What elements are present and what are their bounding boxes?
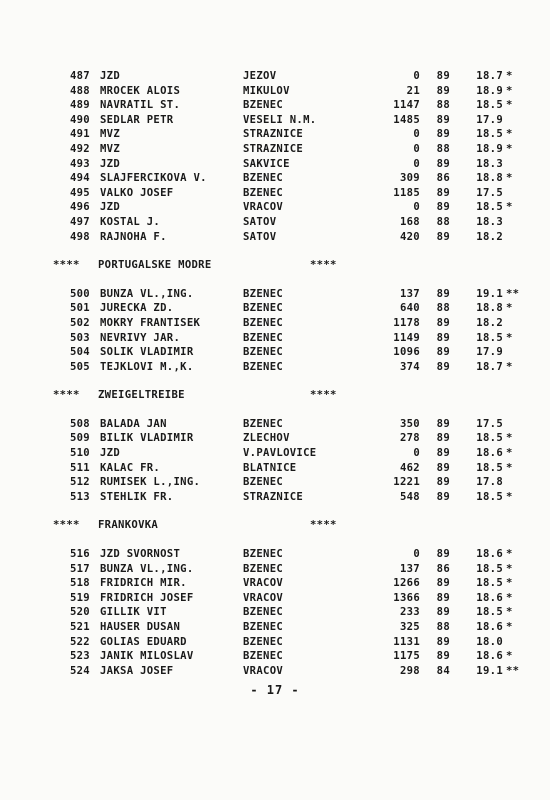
entry-number: 519 — [69, 591, 90, 604]
entry-number: 523 — [69, 650, 90, 663]
table-row — [60, 417, 503, 432]
entry-number: 493 — [69, 157, 90, 170]
entry-number: 498 — [69, 230, 90, 243]
table-row — [60, 301, 513, 316]
rating-stars: * — [506, 142, 513, 155]
sugar-level: 18.5 — [476, 432, 503, 445]
vintage-year: 89 — [436, 70, 450, 82]
entry-number: 509 — [69, 432, 90, 445]
village: ZLECHOV — [243, 432, 290, 445]
village: SATOV — [243, 215, 277, 228]
village: BZENEC — [243, 548, 284, 561]
vintage-year: 89 — [436, 650, 450, 663]
vintage-year: 89 — [436, 346, 450, 359]
table-row — [60, 446, 513, 461]
sugar-level: 17.5 — [476, 417, 503, 430]
sugar-level: 18.7 — [476, 70, 503, 82]
village: STRAZNICE — [243, 142, 304, 155]
village: BZENEC — [243, 99, 284, 112]
entry-number: 497 — [69, 215, 90, 228]
sugar-level: 18.5 — [476, 606, 503, 619]
village: VRACOV — [243, 201, 284, 214]
village: BZENEC — [243, 316, 284, 329]
village: BZENEC — [243, 287, 284, 300]
rating-stars: * — [506, 606, 513, 619]
entry-number: 495 — [69, 186, 90, 199]
entry-number: 524 — [69, 664, 90, 677]
grower-name: NEVRIVY JAR. — [100, 331, 181, 344]
section-header — [53, 258, 500, 273]
table-row — [60, 562, 513, 577]
grower-name: FRIDRICH MIR. — [100, 577, 187, 590]
entry-number: 517 — [69, 562, 90, 575]
vintage-year: 89 — [436, 417, 450, 430]
sugar-level: 18.6 — [476, 650, 503, 663]
sugar-level: 18.7 — [476, 360, 503, 373]
grower-name: MVZ — [100, 142, 121, 155]
rating-stars: * — [506, 360, 513, 373]
table-row — [60, 664, 520, 679]
table-row — [60, 360, 513, 375]
sugar-level: 18.5 — [476, 201, 503, 214]
vintage-year: 89 — [436, 577, 450, 590]
village: STRAZNICE — [243, 490, 304, 503]
vintage-year: 89 — [436, 201, 450, 214]
entry-number: 501 — [69, 302, 90, 315]
rating-stars: * — [506, 591, 513, 604]
vintage-year: 89 — [436, 287, 450, 300]
table-row — [60, 620, 513, 635]
sugar-level: 18.2 — [476, 230, 503, 243]
entry-number: 491 — [69, 128, 90, 141]
table-row — [60, 431, 513, 446]
grower-name: BALADA JAN — [100, 417, 167, 430]
table-row — [60, 186, 503, 201]
vintage-year: 89 — [436, 635, 450, 648]
village: BZENEC — [243, 417, 284, 430]
grower-name: KOSTAL J. — [100, 215, 161, 228]
vintage-year: 89 — [436, 316, 450, 329]
grower-name: JAKSA JOSEF — [100, 664, 174, 677]
village: BLATNICE — [243, 461, 297, 474]
village: BZENEC — [243, 621, 284, 633]
grower-name: VALKO JOSEF — [100, 186, 174, 199]
sugar-level: 18.5 — [476, 99, 503, 112]
section-title: FRANKOVKA — [98, 519, 159, 532]
vintage-year: 89 — [436, 331, 450, 344]
table-row — [60, 591, 513, 606]
table-row — [60, 649, 513, 664]
entry-number: 521 — [69, 621, 90, 633]
rating-stars: * — [506, 432, 513, 445]
vintage-year: 89 — [436, 447, 450, 460]
grower-name: RAJNOHA F. — [100, 230, 167, 243]
quantity: 462 — [399, 461, 420, 474]
table-row — [60, 171, 513, 186]
quantity: 1266 — [393, 577, 420, 590]
village: BZENEC — [243, 562, 284, 575]
quantity: 0 — [413, 157, 420, 170]
quantity: 1485 — [393, 113, 420, 126]
grower-name: TEJKLOVI M.,K. — [100, 360, 194, 373]
table-row — [60, 475, 503, 490]
sugar-level: 17.9 — [476, 346, 503, 359]
quantity: 1096 — [393, 346, 420, 359]
quantity: 168 — [399, 215, 420, 228]
entry-number: 518 — [69, 577, 90, 590]
vintage-year: 86 — [436, 172, 450, 185]
grower-name: MROCEK ALOIS — [100, 84, 181, 97]
rating-stars: * — [506, 201, 513, 214]
quantity: 1175 — [393, 650, 420, 663]
quantity: 309 — [399, 172, 420, 185]
sugar-level: 17.9 — [476, 113, 503, 126]
sugar-level: 18.8 — [476, 172, 503, 185]
grower-name: HAUSER DUSAN — [100, 621, 181, 633]
grower-name: STEHLIK FR. — [100, 490, 174, 503]
sugar-level: 18.5 — [476, 577, 503, 590]
village: BZENEC — [243, 476, 284, 489]
table-row — [60, 547, 513, 562]
entry-number: 520 — [69, 606, 90, 619]
sugar-level: 18.6 — [476, 548, 503, 561]
sugar-level: 18.0 — [476, 635, 503, 648]
sugar-level: 19.1 — [476, 287, 503, 300]
section-stars-right: **** — [310, 259, 337, 272]
village: BZENEC — [243, 360, 284, 373]
sugar-level: 18.6 — [476, 591, 503, 604]
entry-number: 511 — [69, 461, 90, 474]
page-number: - 17 - — [250, 683, 300, 697]
rating-stars: * — [506, 70, 513, 82]
entry-number: 513 — [69, 490, 90, 503]
quantity: 420 — [399, 230, 420, 243]
rating-stars: * — [506, 331, 513, 344]
vintage-year: 89 — [436, 230, 450, 243]
village: JEZOV — [243, 70, 277, 82]
vintage-year: 89 — [436, 157, 450, 170]
table-row — [60, 605, 513, 620]
vintage-year: 88 — [436, 99, 450, 112]
section-stars-right: **** — [310, 389, 337, 402]
quantity: 21 — [406, 84, 420, 97]
vintage-year: 89 — [436, 186, 450, 199]
vintage-year: 89 — [436, 548, 450, 561]
quantity: 0 — [413, 128, 420, 141]
quantity: 233 — [399, 606, 420, 619]
table-row — [60, 69, 513, 84]
table-row — [60, 287, 520, 302]
table-row — [60, 316, 503, 331]
vintage-year: 89 — [436, 606, 450, 619]
quantity: 298 — [399, 664, 420, 677]
rating-stars: * — [506, 548, 513, 561]
sugar-level: 18.3 — [476, 157, 503, 170]
section-stars-left: **** — [53, 519, 80, 532]
vintage-year: 88 — [436, 215, 450, 228]
vintage-year: 89 — [436, 360, 450, 373]
table-row — [60, 461, 513, 476]
entry-number: 508 — [69, 417, 90, 430]
village: BZENEC — [243, 346, 284, 359]
grower-name: JZD SVORNOST — [100, 548, 181, 561]
sugar-level: 18.5 — [476, 128, 503, 141]
sugar-level: 18.9 — [476, 142, 503, 155]
vintage-year: 88 — [436, 621, 450, 633]
rating-stars: * — [506, 562, 513, 575]
rating-stars: * — [506, 490, 513, 503]
sugar-level: 17.8 — [476, 476, 503, 489]
entry-number: 489 — [69, 99, 90, 112]
entry-number: 500 — [69, 287, 90, 300]
rating-stars: * — [506, 172, 513, 185]
grower-name: GILLIK VIT — [100, 606, 167, 619]
quantity: 0 — [413, 201, 420, 214]
rating-stars: * — [506, 302, 513, 315]
vintage-year: 89 — [436, 113, 450, 126]
grower-name: FRIDRICH JOSEF — [100, 591, 194, 604]
table-row — [60, 127, 513, 142]
quantity: 0 — [413, 142, 420, 155]
entry-number: 488 — [69, 84, 90, 97]
table-row — [60, 200, 513, 215]
village: SAKVICE — [243, 157, 290, 170]
vintage-year: 86 — [436, 562, 450, 575]
grower-name: KALAC FR. — [100, 461, 161, 474]
village: SATOV — [243, 230, 277, 243]
quantity: 0 — [413, 447, 420, 460]
entry-number: 487 — [69, 70, 90, 82]
grower-name: GOLIAS EDUARD — [100, 635, 187, 648]
entry-number: 490 — [69, 113, 90, 126]
entry-number: 504 — [69, 346, 90, 359]
grower-name: MVZ — [100, 128, 121, 141]
quantity: 137 — [399, 562, 420, 575]
vintage-year: 88 — [436, 302, 450, 315]
table-row — [60, 98, 513, 113]
table-row — [60, 490, 513, 505]
grower-name: RUMISEK L.,ING. — [100, 476, 201, 489]
village: BZENEC — [243, 606, 284, 619]
grower-name: JZD — [100, 157, 121, 170]
entry-number: 510 — [69, 447, 90, 460]
grower-name: NAVRATIL ST. — [100, 99, 181, 112]
quantity: 1185 — [393, 186, 420, 199]
grower-name: JANIK MILOSLAV — [100, 650, 194, 663]
grower-name: JZD — [100, 201, 121, 214]
entry-number: 522 — [69, 635, 90, 648]
table-row — [60, 84, 513, 99]
village: VESELI N.M. — [243, 113, 317, 126]
table-row — [60, 345, 503, 360]
sugar-level: 18.5 — [476, 490, 503, 503]
village: MIKULOV — [243, 84, 290, 97]
quantity: 350 — [399, 417, 420, 430]
vintage-year: 89 — [436, 591, 450, 604]
section-title: PORTUGALSKE MODRE — [98, 259, 212, 272]
rating-stars: ** — [506, 664, 520, 677]
wine-list — [53, 69, 520, 678]
table-row — [60, 157, 503, 172]
rating-stars: * — [506, 84, 513, 97]
sugar-level: 18.8 — [476, 302, 503, 315]
entry-number: 512 — [69, 476, 90, 489]
quantity: 137 — [399, 287, 420, 300]
entry-number: 516 — [69, 548, 90, 561]
sugar-level: 18.5 — [476, 461, 503, 474]
table-row — [60, 331, 513, 346]
rating-stars: ** — [506, 287, 520, 300]
village: BZENEC — [243, 172, 284, 185]
grower-name: SOLIK VLADIMIR — [100, 346, 194, 359]
sugar-level: 18.9 — [476, 84, 503, 97]
village: BZENEC — [243, 186, 284, 199]
grower-name: BUNZA VL.,ING. — [100, 287, 194, 300]
quantity: 1149 — [393, 331, 420, 344]
entry-number: 494 — [69, 172, 90, 185]
vintage-year: 89 — [436, 432, 450, 445]
village: BZENEC — [243, 635, 284, 648]
vintage-year: 89 — [436, 128, 450, 141]
table-row — [60, 230, 503, 245]
grower-name: SEDLAR PETR — [100, 113, 174, 126]
quantity: 1178 — [393, 316, 420, 329]
grower-name: JZD — [100, 70, 121, 82]
rating-stars: * — [506, 99, 513, 112]
rating-stars: * — [506, 461, 513, 474]
village: VRACOV — [243, 591, 284, 604]
entry-number: 496 — [69, 201, 90, 214]
quantity: 374 — [399, 360, 420, 373]
section-stars-right: **** — [310, 519, 337, 532]
rating-stars: * — [506, 447, 513, 460]
quantity: 1131 — [393, 635, 420, 648]
sugar-level: 18.3 — [476, 215, 503, 228]
grower-name: JZD — [100, 447, 121, 460]
sugar-level: 18.6 — [476, 621, 503, 633]
entry-number: 502 — [69, 316, 90, 329]
village: VRACOV — [243, 664, 284, 677]
vintage-year: 89 — [436, 84, 450, 97]
section-stars-left: **** — [53, 389, 80, 402]
sugar-level: 17.5 — [476, 186, 503, 199]
entry-number: 505 — [69, 360, 90, 373]
entry-number: 492 — [69, 142, 90, 155]
vintage-year: 89 — [436, 490, 450, 503]
sugar-level: 18.5 — [476, 562, 503, 575]
section-stars-left: **** — [53, 259, 80, 272]
village: STRAZNICE — [243, 128, 304, 141]
grower-name: SLAJFERCIKOVA V. — [100, 172, 207, 185]
village: BZENEC — [243, 331, 284, 344]
village: V.PAVLOVICE — [243, 447, 317, 460]
quantity: 1221 — [393, 476, 420, 489]
village: BZENEC — [243, 302, 284, 315]
quantity: 640 — [399, 302, 420, 315]
quantity: 1366 — [393, 591, 420, 604]
entry-number: 503 — [69, 331, 90, 344]
quantity: 1147 — [393, 99, 420, 112]
village: BZENEC — [243, 650, 284, 663]
table-row — [60, 215, 503, 230]
rating-stars: * — [506, 128, 513, 141]
section-header — [53, 388, 500, 403]
section-title: ZWEIGELTREIBE — [98, 389, 185, 402]
vintage-year: 89 — [436, 476, 450, 489]
sugar-level: 18.5 — [476, 331, 503, 344]
sugar-level: 18.6 — [476, 447, 503, 460]
quantity: 548 — [399, 490, 420, 503]
rating-stars: * — [506, 577, 513, 590]
sugar-level: 19.1 — [476, 664, 503, 677]
quantity: 278 — [399, 432, 420, 445]
sugar-level: 18.2 — [476, 316, 503, 329]
grower-name: JURECKA ZD. — [100, 302, 174, 315]
village: VRACOV — [243, 577, 284, 590]
table-row — [60, 576, 513, 591]
rating-stars: * — [506, 621, 513, 633]
quantity: 0 — [413, 548, 420, 561]
table-row — [60, 635, 503, 650]
rating-stars: * — [506, 650, 513, 663]
section-header — [53, 518, 500, 533]
vintage-year: 88 — [436, 142, 450, 155]
grower-name: MOKRY FRANTISEK — [100, 316, 201, 329]
table-row — [60, 142, 513, 157]
vintage-year: 84 — [436, 664, 450, 677]
vintage-year: 89 — [436, 461, 450, 474]
quantity: 0 — [413, 70, 420, 82]
grower-name: BILIK VLADIMIR — [100, 432, 194, 445]
table-row — [60, 113, 503, 128]
quantity: 325 — [399, 621, 420, 633]
grower-name: BUNZA VL.,ING. — [100, 562, 194, 575]
